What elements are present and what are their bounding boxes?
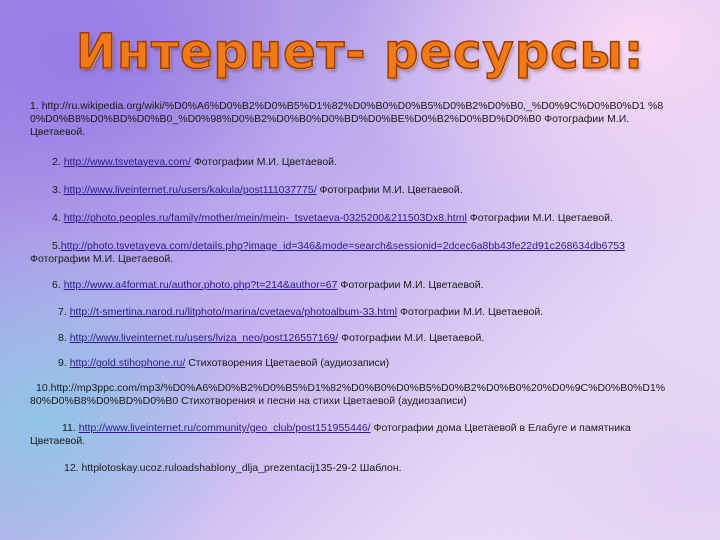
- item-number: 8.: [58, 332, 70, 344]
- item-description: Фотографии М.И. Цветаевой.: [466, 212, 613, 224]
- item-description: Фотографии М.И. Цветаевой.: [30, 113, 630, 138]
- list-item: [30, 240, 670, 266]
- item-number: 6.: [52, 279, 64, 291]
- item-number: 11.: [62, 422, 79, 434]
- item-url-text: httplotoskay.ucoz.ruloadshablony_dlja_prezentacij135-29-2: [81, 462, 357, 474]
- list-item: [52, 184, 652, 197]
- item-description: Фотографии М.И. Цветаевой.: [316, 184, 463, 196]
- item-number: 10.: [36, 382, 51, 394]
- item-description: Фотографии М.И. Цветаевой.: [30, 253, 174, 265]
- list-item: [30, 100, 670, 139]
- item-description: Фотографии М.И. Цветаевой.: [338, 332, 485, 344]
- item-number: 12.: [64, 462, 82, 474]
- item-description: Стихотворения Цветаевой (аудиозаписи): [185, 357, 390, 369]
- item-description: Стихотворения и песни на стихи Цветаевой (аудиозаписи): [178, 395, 467, 407]
- item-description: Фотографии дома Цветаевой в Елабуге и памятника Цветаевой.: [30, 422, 631, 447]
- resource-link[interactable]: http://gold.stihophone.ru/: [69, 357, 186, 369]
- resource-link[interactable]: http://t-smertina.narod.ru/litphoto/marina/cvetaeva/photoalbum-33.html: [69, 306, 398, 318]
- resource-link[interactable]: http://www.a4format.ru/author.photo.php?t=214&author=67: [63, 279, 338, 291]
- item-number: 5.: [52, 240, 61, 252]
- list-item: [58, 357, 658, 370]
- item-url-text: http://mp3ppc.com/mp3/%D0%A6%D0%B2%D0%B5%D1%82%D0%B0%D0%B5%D0%B2%D0%B0%20%D0%9C%D0%B0%D1%80%D0%B8%D0%BD%D0%B0: [30, 382, 666, 407]
- list-item: [52, 279, 652, 292]
- list-item: [64, 462, 664, 475]
- item-number: 1.: [30, 100, 42, 112]
- resource-link[interactable]: http://www.liveinternet.ru/users/lviza_neo/post126557169/: [69, 332, 339, 344]
- item-description: Шаблон.: [356, 462, 402, 474]
- slide-title: Интернет- ресурсы:: [75, 24, 645, 80]
- resource-link[interactable]: http://www.liveinternet.ru/community/geo_club/post151955446/: [78, 422, 371, 434]
- item-description: Фотографии М.И. Цветаевой.: [337, 279, 484, 291]
- resource-link[interactable]: http://photo.peoples.ru/family/mother/mein/mein-_tsvetaeva-0325200&211503Dx8.html: [63, 212, 467, 224]
- list-item: [58, 332, 658, 345]
- list-item: [58, 306, 658, 319]
- list-item: [52, 156, 652, 169]
- list-item: [30, 422, 670, 448]
- item-number: 7.: [58, 306, 70, 318]
- resource-link[interactable]: http://photo.tsvetayeva.com/details.php?image_id=346&mode=search&sessionid=2dcec6a8bb43fe22d91c268634db6753: [60, 240, 625, 252]
- resource-link[interactable]: http://www.tsvetayeva.com/: [63, 156, 191, 168]
- item-number: 2.: [52, 156, 64, 168]
- list-item: [52, 212, 692, 225]
- resource-link[interactable]: http://www.liveinternet.ru/users/kakula/post111037775/: [63, 184, 317, 196]
- item-number: 4.: [52, 212, 64, 224]
- item-description: Фотографии М.И. Цветаевой.: [190, 156, 337, 168]
- item-number: 9.: [58, 357, 70, 369]
- item-url-text: http://ru.wikipedia.org/wiki/%D0%A6%D0%B2%D0%B5%D1%82%D0%B0%D0%B5%D0%B2%D0%B0,_%D0%9C%D0%B0%D1 %80%D0%B8%D0%BD%D0%B0_%D0%98%D0%B2%D0%B0%D0%BD%D0%BE%D0%B2%D0%BD%D0%B0: [30, 100, 664, 125]
- item-number: 3.: [52, 184, 64, 196]
- list-item: [30, 382, 670, 408]
- item-description: Фотографии М.И. Цветаевой.: [397, 306, 544, 318]
